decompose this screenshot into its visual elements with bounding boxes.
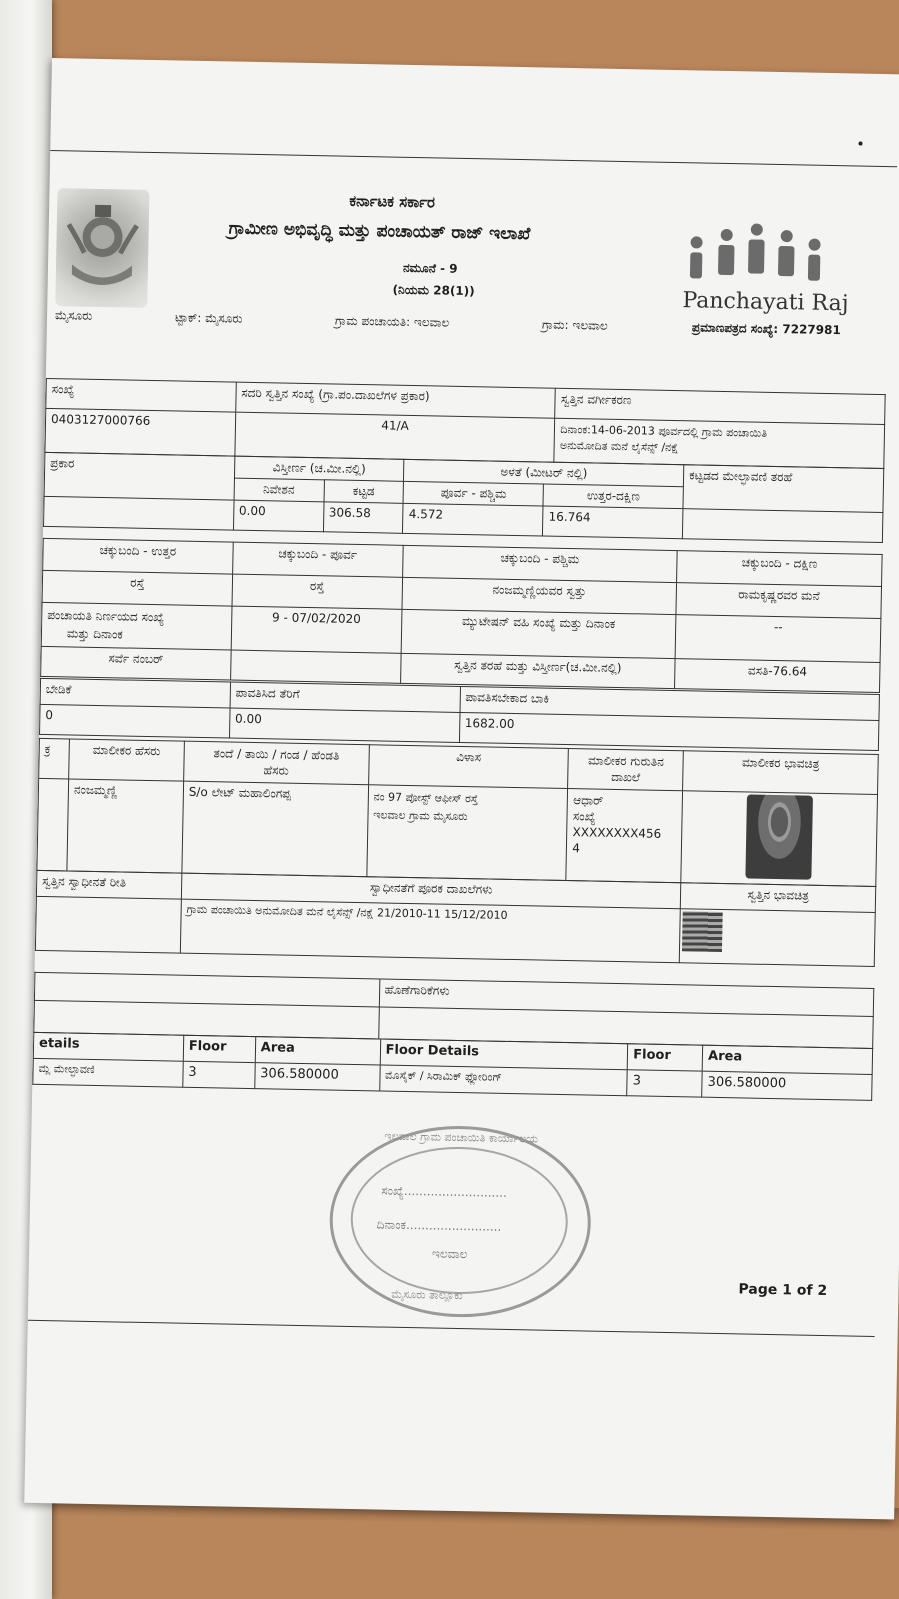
floor-number-left: 3 xyxy=(183,1061,255,1088)
balance-label: ಪಾವತಿಸಬೇಕಾದ ಬಾಕಿ xyxy=(460,686,880,720)
id-document-line-4: 4 xyxy=(572,841,581,856)
seal-date-line: ದಿನಾಂಕ......................... xyxy=(376,1217,502,1234)
ownership-mode-value xyxy=(35,896,181,953)
liabilities-label: ಹೊಣೆಗಾರಿಕೆಗಳು xyxy=(379,979,874,1016)
property-id-label: ಸಂಖ್ಯೆ xyxy=(46,378,236,412)
gp-number-label: ಸದರಿ ಸ್ವತ್ತಿನ ಸಂಖ್ಯೆ (ಗ್ರಾ.ಪಂ.ದಾಖಲೆಗಳ ಪ್ರಕಾರ) xyxy=(235,382,555,418)
address-line-2: ಇಲವಾಲ ಗ್ರಾಮ ಮೈಸೂರು xyxy=(373,808,468,824)
village: ಗ್ರಾಮ: ಇಲವಾಲ xyxy=(541,317,608,333)
demand-label: ಬೇಡಿಕೆ xyxy=(40,678,230,708)
seal-ring-top: ಇಲವಾಲ ಗ್ರಾಮ ಪಂಚಾಯಿತಿ ಕಾರ್ಯಾಲಯ xyxy=(384,1129,539,1146)
seal-number-line: ಸಂಖ್ಯೆ........................... xyxy=(381,1183,507,1200)
east-boundary-value: ರಸ್ತೆ xyxy=(232,574,402,609)
south-boundary-value: ರಾಮಕೃಷ್ಣರವರ ಮನೆ xyxy=(676,583,881,619)
area-label-left: Area xyxy=(255,1037,380,1065)
demand-value: 0 xyxy=(40,704,230,738)
survey-number-value xyxy=(230,650,400,683)
north-boundary-value: ರಸ್ತೆ xyxy=(42,570,232,606)
resolution-label-line-2: ಮತ್ತು ದಿನಾಂಕ xyxy=(66,626,123,642)
document-page xyxy=(24,58,899,1519)
property-id-value: 0403127000766 xyxy=(45,408,236,456)
property-photo xyxy=(682,911,723,952)
ownership-table xyxy=(35,870,876,967)
property-type-label: ಸ್ವತ್ತಿನ ತರಹೆ ಮತ್ತು ವಿಸ್ತೀರ್ಣ(ಚ.ಮೀ.ನಲ್ಲಿ) xyxy=(400,653,675,688)
emblem-icon xyxy=(63,194,141,295)
building-label: ಕಟ್ಟಡ xyxy=(324,480,404,504)
west-boundary-value: ನಂಜಮ್ಮಣ್ಣಿಯವರ ಸ್ವತ್ತು xyxy=(402,577,677,614)
father-name-label xyxy=(183,741,369,785)
id-document-line-2: ಸಂಖ್ಯೆ xyxy=(572,809,596,824)
id-document-label-line-2: ದಾಖಲೆ xyxy=(611,769,641,785)
floor-detail-left: ಮ್ಲ ಮೇಲ್ಛಾವಣಿ xyxy=(33,1058,183,1087)
address-label: ವಿಳಾಸ xyxy=(368,745,568,789)
ownership-docs-label: ಸ್ವಾಧೀನತೆಗೆ ಪೂರಕ ದಾಖಲೆಗಳು xyxy=(181,873,681,909)
classification-value xyxy=(554,418,884,468)
page-number: Page 1 of 2 xyxy=(738,1281,828,1300)
owner-table xyxy=(36,738,878,887)
govt-title: ಕರ್ನಾಟಕ ಸರ್ಕಾರ xyxy=(349,191,436,212)
dept-title: ಗ್ರಾಮೀಣ ಅಭಿವೃದ್ಧಿ ಮತ್ತು ಪಂಚಾಯತ್ ರಾಜ್ ಇಲಾಖೆ xyxy=(228,218,531,245)
owner-photo-cell xyxy=(681,791,877,887)
taluk: ಟ್ಟಾಕ್: ಮೈಸೂರು xyxy=(174,310,243,326)
floor-area-left: 306.580000 xyxy=(254,1063,379,1091)
certificate-number: ಪ್ರಮಾಣಪತ್ರದ ಸಂಖ್ಯೆ: 7227981 xyxy=(691,320,841,338)
area-label: ವಿಸ್ತೀರ್ಣ (ಚ.ಮೀ.ನಲ್ಲಿ) xyxy=(234,456,404,481)
type-value xyxy=(44,496,234,530)
id-document-value xyxy=(566,789,683,883)
property-type-value: ವಸತಿ-76.64 xyxy=(675,659,880,693)
dimensions-table xyxy=(43,452,884,543)
mutation-label: ಮ್ಯುಟೇಷನ್ ವಹಿ ಸಂಖ್ಯೆ ಮತ್ತು ದಿನಾಂಕ xyxy=(401,609,676,658)
father-name-label-line-1: ತಂದೆ / ತಾಯಿ / ಗಂಡ / ಹೆಂಡತಿ xyxy=(213,746,340,763)
site-value: 0.00 xyxy=(233,500,323,532)
north-boundary-label: ಚಕ್ಕುಬಂದಿ - ಉತ್ತರ xyxy=(43,538,233,574)
resolution-label-line-1: ಪಂಚಾಯತಿ ನಿರ್ಣಯದ ಸಂಖ್ಯೆ xyxy=(47,608,165,625)
gram-panchayat: ಗ್ರಾಮ ಪಂಚಾಯತಿ: ಇಲವಾಲ xyxy=(334,313,450,330)
seal-place: ಇಲವಾಲ xyxy=(431,1246,468,1262)
boundaries-table xyxy=(40,538,883,693)
gp-number-value: 41/A xyxy=(235,412,555,462)
rule-number: (ನಿಯಮ 28(1)) xyxy=(392,282,475,299)
property-photo-label: ಸ್ವತ್ತಿನ ಭಾವಚಿತ್ರ xyxy=(681,883,876,913)
district: ಮೈಸೂರು xyxy=(54,308,93,323)
floor-label-left: Floor xyxy=(183,1035,255,1062)
state-emblem xyxy=(55,188,149,308)
paid-tax-label: ಪಾವತಿಸಿದ ತೆರಿಗೆ xyxy=(230,682,460,712)
office-seal xyxy=(328,1124,593,1320)
father-name-label-line-2: ಹೆಸರು xyxy=(263,763,289,778)
north-south-value: 16.764 xyxy=(543,506,683,539)
speck xyxy=(858,141,862,145)
building-type-label: ಕಟ್ಟಡದ ಮೇಲ್ಛಾವಣಿ ತರಹೆ xyxy=(683,465,884,513)
address-value xyxy=(366,785,567,881)
resolution-value: 9 - 07/02/2020 xyxy=(231,606,402,653)
survey-number-label: ಸರ್ವೆ ನಂಬರ್ xyxy=(41,646,231,680)
east-boundary-label: ಚಕ್ಕುಬಂದಿ - ಪೂರ್ವ xyxy=(232,542,402,577)
id-document-label-line-1: ಮಾಲೀಕರ ಗುರುತಿನ xyxy=(587,753,664,769)
id-document-label xyxy=(568,749,684,791)
id-document-line-1: ಆಧಾರ್ xyxy=(573,793,604,808)
id-document-line-3: XXXXXXXX456 xyxy=(572,825,662,841)
classification-line-2: ಅನುಮೋದಿತ ಮನೆ ಲೈಸೆನ್ಸ್ /ನಕ್ಷೆ xyxy=(559,438,679,455)
paid-tax-value: 0.00 xyxy=(229,708,459,742)
east-west-label: ಪೂರ್ವ - ಪಶ್ಚಿಮ xyxy=(403,481,543,506)
floor-details-label-left: etails xyxy=(33,1032,183,1061)
balance-value: 1682.00 xyxy=(459,712,879,750)
north-south-label: ಉತ್ತರ-ದಕ್ಷಿಣ xyxy=(543,484,683,509)
ownership-mode-label: ಸ್ವತ್ತಿನ ಸ್ವಾಧೀನತೆ ರೀತಿ xyxy=(36,870,181,899)
owner-name-value: ನಂಜಮ್ಮಣ್ಣಿ xyxy=(67,779,184,873)
bottom-rule xyxy=(28,1320,875,1337)
classification-label: ಸ್ವತ್ತಿನ ವರ್ಗೀಕರಣ xyxy=(555,388,885,424)
father-name-value: S/o ಲೇಟ್ ಮಹಾಲಿಂಗಪ್ಪ xyxy=(182,781,369,877)
floor-label-right: Floor xyxy=(627,1044,702,1071)
serial-label: ಕ್ರ xyxy=(39,738,70,779)
building-type-value xyxy=(683,509,883,543)
ownership-docs-value: ಗ್ರಾಮ ಪಂಚಾಯಿತಿ ಅನುಮೋದಿತ ಮನೆ ಲೈಸೆನ್ಸ್ /ನಕ್ಷೆ 21/2010-11 15/12/2010 xyxy=(180,899,680,963)
floor-details-label-right: Floor Details xyxy=(380,1039,628,1070)
size-label: ಅಳತೆ (ಮೀಟರ್ ನಲ್ಲಿ) xyxy=(404,459,684,486)
owner-photo-label: ಮಾಲೀಕರ ಭಾವಚಿತ್ರ xyxy=(683,751,878,795)
top-rule xyxy=(50,150,897,167)
type-label: ಪ್ರಕಾರ xyxy=(44,452,234,500)
seal-ring-bottom: ಮೈಸೂರು ತಾಲ್ಲೂಕು xyxy=(391,1287,463,1303)
resolution-label xyxy=(41,602,232,650)
west-boundary-label: ಚಕ್ಕುಬಂದಿ - ಪಶ್ಚಿಮ xyxy=(402,545,677,582)
owner-photo xyxy=(746,794,814,879)
mutation-value: -- xyxy=(675,615,881,663)
form-number: ನಮೂನೆ - 9 xyxy=(402,260,458,276)
south-boundary-label: ಚಕ್ಕುಬಂದಿ - ದಕ್ಷಿಣ xyxy=(677,551,882,587)
floor-detail-right: ಮೊಸೈಕ್ / ಸಿರಾಮಿಕ್ ಫ್ಲೋರಿಂಗ್ xyxy=(379,1065,627,1096)
area-label-right: Area xyxy=(702,1045,872,1074)
floor-number-right: 3 xyxy=(627,1070,702,1097)
serial-value xyxy=(37,778,69,871)
site-label: ನಿವೇಶನ xyxy=(234,478,324,502)
owner-name-label: ಮಾಲೀಕರ ಹೆಸರು xyxy=(69,739,185,781)
floor-area-right: 306.580000 xyxy=(702,1071,872,1100)
classification-line-1: ದಿನಾಂಕ:14-06-2013 ಪೂರ್ವದಲ್ಲಿ ಗ್ರಾಮ ಪಂಚಾಯಿತಿ xyxy=(560,422,768,440)
east-west-value: 4.572 xyxy=(403,503,543,536)
building-value: 306.58 xyxy=(323,502,403,534)
property-photo-cell xyxy=(680,909,876,967)
address-line-1: ನಂ 97 ಪೋಸ್ಟ್ ಆಫೀಸ್ ರಸ್ತೆ xyxy=(373,790,479,806)
logo-text: Panchayati Raj xyxy=(682,288,849,317)
